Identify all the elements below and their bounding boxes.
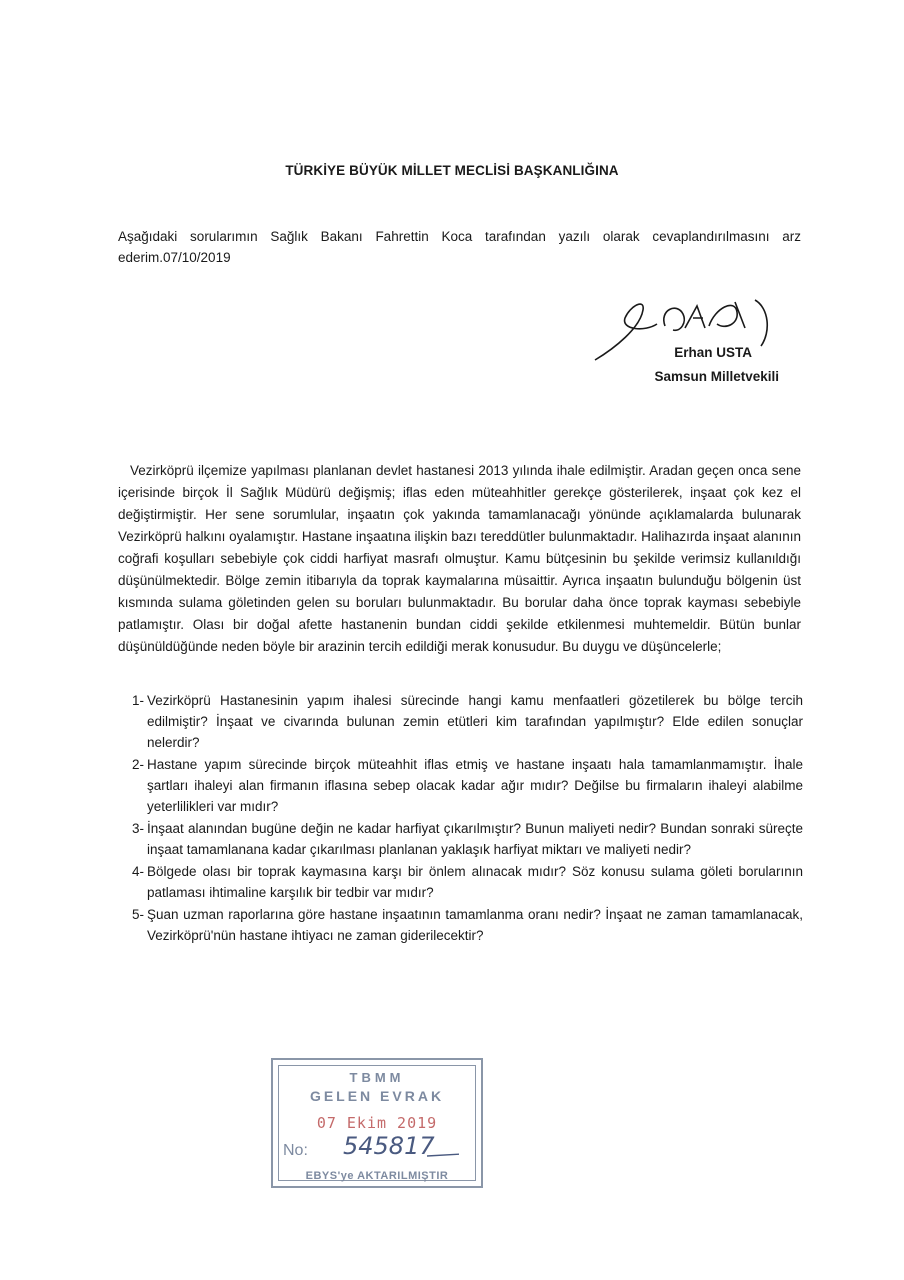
question-text: Hastane yapım sürecinde birçok müteahhit iflas etmiş ve hastane inşaatı hala tamamlanmamıştır. İhale şartları ihaleyi alan firmanın iflasına sebep olacak kadar ağır mıdır? Değilse bu firmaların ihaleyi alabilme yeterlilikleri var mıdır? — [147, 757, 803, 814]
body-paragraph: Vezirköprü ilçemize yapılması planlanan devlet hastanesi 2013 yılında ihale edilmiştir. Aradan geçen onca sene içerisinde birçok İl Sağlık Müdürü değişmiş; iflas eden müteahhitler gerekçe gösterilerek, inşaat çok kez el değiştirmiştir. Her sene sorumlular, inşaatın çok yakında tamamlanacağı yönünde açıklamalarda bulunarak Vezirköprü halkını oyalamıştır. Hastane inşaatına ilişkin bazı tereddütler bulunmaktadır. Halihazırda inşaat alanının coğrafi koşulları sebebiyle çok ciddi harfiyat masrafı olmuştur. Kamu bütçesinin bu şekilde verimsiz kullanıldığı düşünülmektedir. Bölge zemin itibarıyla da toprak kaymalarına müsaittir. Ayrıca inşaatın bulunduğu bölgenin üst kısmında sulama göletinden gelen su boruları bulunmaktadır. Bu borular daha önce toprak kayması sebebiyle patlamıştır. Olası bir doğal afette hastanenin bundan ciddi şekilde etkilenmesi muhtemeldir. Bütün bunlar düşünüldüğünde neden böyle bir arazinin tercih edildiği merak konusudur. Bu duygu ve düşüncelerle; — [118, 463, 801, 654]
question-item — [118, 818, 803, 860]
signatory-role: Samsun Milletvekili — [654, 369, 779, 384]
stamp-number-label: No: — [283, 1142, 308, 1159]
stamp-heading: GELEN EVRAK — [309, 1088, 445, 1104]
question-number: 3- — [132, 821, 145, 836]
question-item — [118, 690, 803, 753]
question-number: 1- — [132, 693, 145, 708]
question-list — [118, 690, 803, 947]
question-item — [118, 754, 803, 817]
question-text: Bölgede olası bir toprak kaymasına karşı bir önlem alınacak mıdır? Söz konusu sulama göleti borularının patlaması ihtimaline karşılık bir tedbir var mıdır? — [147, 864, 803, 900]
stamp-footer: EBYS'ye AKTARILMIŞTIR — [305, 1170, 449, 1182]
question-number: 4- — [132, 864, 145, 879]
intro-paragraph: Aşağıdaki sorularımın Sağlık Bakanı Fahrettin Koca tarafından yazılı olarak cevaplandırılmasını arz ederim.07/10/2019 — [118, 229, 801, 265]
question-text: İnşaat alanından bugüne değin ne kadar harfiyat çıkarılmıştır? Bunun maliyeti nedir? Bundan sonraki süreçte inşaat tamamlanana kadar çıkarılması planlanan yaklaşık harfiyat miktarı ve maliyeti nedir? — [147, 821, 803, 857]
question-number: 5- — [132, 907, 145, 922]
received-document-stamp — [271, 1058, 483, 1188]
stamp-handwritten-number — [339, 1130, 459, 1164]
signatory-name: Erhan USTA — [674, 345, 752, 360]
document-title: TÜRKİYE BÜYÜK MİLLET MECLİSİ BAŞKANLIĞINA — [285, 163, 619, 178]
question-item — [118, 904, 803, 946]
stamp-date: 07 Ekim 2019 — [316, 1114, 438, 1132]
question-number: 2- — [132, 757, 145, 772]
stamp-inner-frame — [278, 1065, 476, 1181]
question-text: Vezirköprü Hastanesinin yapım ihalesi sürecinde hangi kamu menfaatleri gözetilerek bu bölge tercih edilmiştir? İnşaat ve civarında bulunan zemin etütleri kim tarafından yapılmıştır? Elde edilen sonuçlar nelerdir? — [147, 693, 803, 750]
question-text: Şuan uzman raporlarına göre hastane inşaatının tamamlanma oranı nedir? İnşaat ne zaman tamamlanacak, Vezirköprü'nün hastane ihtiyacı ne zaman giderilecektir? — [147, 907, 803, 943]
stamp-org: TBMM — [349, 1070, 405, 1085]
stamp-number-text: 545817 — [343, 1132, 435, 1160]
question-item — [118, 861, 803, 903]
